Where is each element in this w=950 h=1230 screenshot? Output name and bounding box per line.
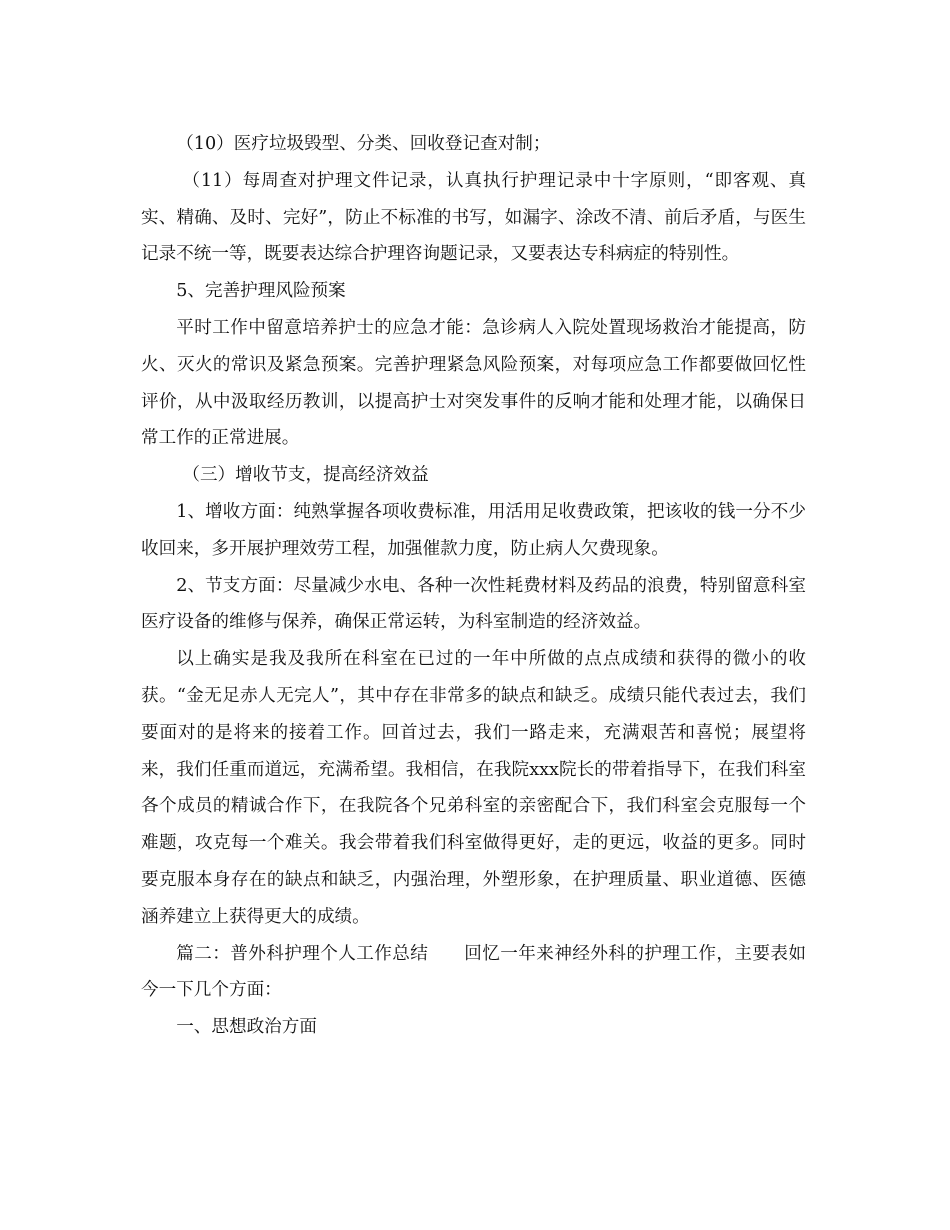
paragraph-summary: 以上确实是我及我所在科室在已过的一年中所做的点点成绩和获得的微小的收获。“金无足赤人无完人”，其中存在非常多的缺点和缺乏。成绩只能代表过去，我们要面对的是将来的接着工作。回首过去，我们一路走来，充满艰苦和喜悦；展望将来，我们任重而道远，充满希望。我相信，在我院xxx院长的带着指导下，在我们科室各个成员的精诚合作下，在我院各个兄弟科室的亲密配合下，我们科室会克服每一个难题，攻克每一个难关。我会带着我们科室做得更好，走的更远，收益的更多。同时要克服本身存在的缺点和缺乏，内强治理，外塑形象，在护理质量、职业道德、医德涵养建立上获得更大的成绩。 (141, 649, 806, 927)
paragraph-emergency-training: 平时工作中留意培养护士的应急才能：急诊病人入院处置现场救治才能提高，防火、灭火的常识及紧急预案。完善护理紧急风险预案，对每项应急工作都要做回忆性评价，从中汲取经历教训，以提高护士对突发事件的反响才能和处理才能，以确保日常工作的正常进展。 (141, 317, 806, 449)
paragraph-nursing-records: （11）每周查对护理文件记录，认真执行护理记录中十字原则，“即客观、真实、精确、及时、完好”，防止不标准的书写，如漏字、涂改不清、前后矛盾，与医生记录不统一等，既要表达综合护理咨询题记录，又要表达专科病症的特别性。 (141, 170, 806, 265)
paragraph-medical-waste: （10）医疗垃圾毁型、分类、回收登记查对制； (176, 134, 551, 154)
heading-political-thought: 一、思想政治方面 (176, 1017, 317, 1038)
paragraph-part-two-intro: 篇二：普外科护理个人工作总结 回忆一年来神经外科的护理工作，主要表如今一下几个方面： (141, 943, 806, 1001)
heading-risk-plan: 5、完善护理风险预案 (176, 281, 346, 302)
heading-increase-income: （三）增收节支，提高经济效益 (182, 465, 429, 486)
paragraph-income: 1、增收方面：纯熟掌握各项收费标准，用活用足收费政策，把该收的钱一分不少收回来，多开展护理效劳工程，加强催款力度，防止病人欠费现象。 (141, 501, 806, 559)
document-body (141, 126, 806, 1046)
paragraph-savings: 2、节支方面：尽量减少水电、各种一次性耗费材料及药品的浪费，特别留意科室医疗设备的维修与保养，确保正常运转，为科室制造的经济效益。 (141, 575, 806, 633)
